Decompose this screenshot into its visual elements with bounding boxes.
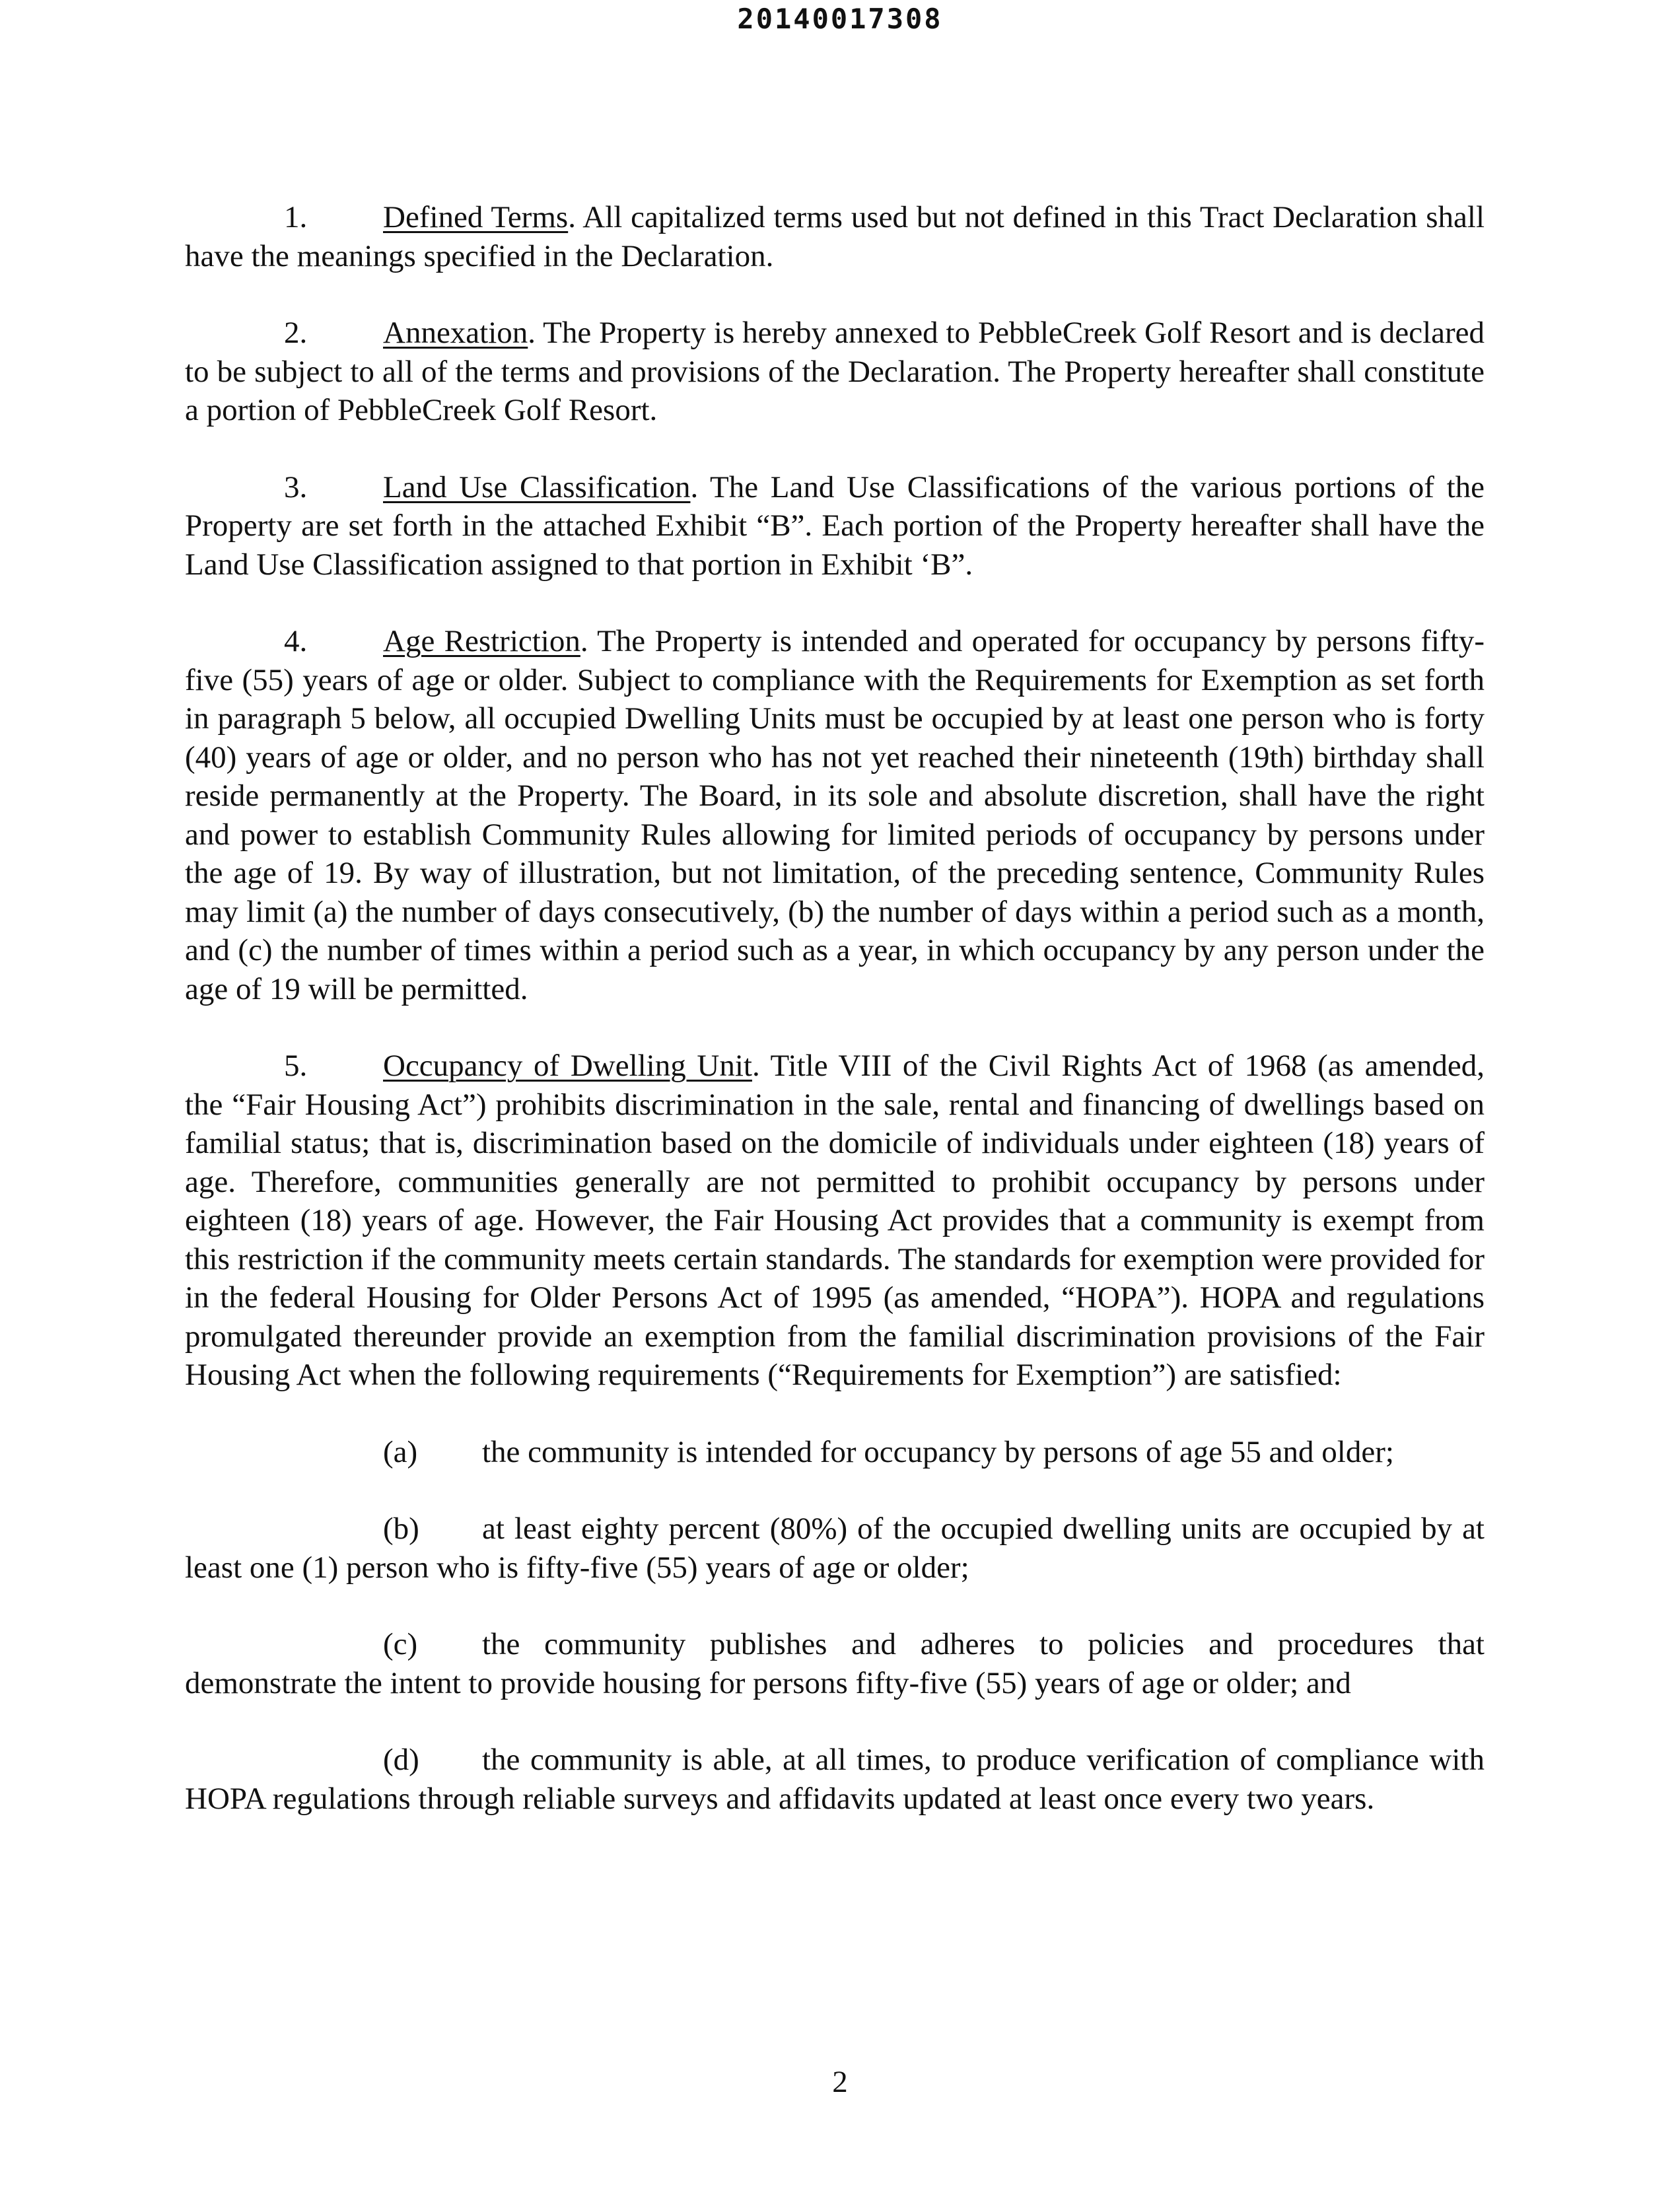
- paragraph-text: . The Property is hereby annexed to PebbleCreek Golf Resort and is declared to be subject to all of the terms and provisions of the Declaration. The Property hereafter shall constitute a portion of PebbleCreek Golf Resort.: [185, 316, 1485, 427]
- subparagraph-label: (c): [383, 1627, 418, 1661]
- subparagraph-d: [185, 1741, 1485, 1818]
- paragraph-number: 4.: [284, 624, 308, 658]
- paragraph-heading: Defined Terms: [383, 200, 569, 234]
- paragraph-defined-terms: [185, 198, 1485, 275]
- paragraph-heading: Annexation: [383, 316, 528, 350]
- paragraph-annexation: [185, 314, 1485, 430]
- paragraph-text: . The Land Use Classifications of the various portions of the Property are set forth in the attached Exhibit “B”. Each portion of the Property hereafter shall have the Land Use Classification assigned to that portion in Exhibit ‘B”.: [185, 469, 1485, 582]
- page-number: 2: [832, 2065, 848, 2099]
- recording-number: 20140017308: [737, 3, 943, 35]
- subparagraph-text: the community publishes and adheres to policies and procedures that demonstrate the intent to provide housing for persons fifty-five (55) years of age or older; and: [185, 1627, 1485, 1700]
- subparagraph-label: (a): [383, 1434, 418, 1469]
- paragraph-occupancy-of-dwelling-unit: [185, 1047, 1485, 1395]
- paragraph-heading: Occupancy of Dwelling Unit: [383, 1049, 752, 1083]
- paragraph-land-use-classification: [185, 468, 1485, 584]
- paragraph-text: . All capitalized terms used but not defined in this Tract Declaration shall have the meanings specified in the Declaration.: [185, 200, 1485, 273]
- paragraph-number: 1.: [284, 200, 308, 234]
- paragraph-text: . Title VIII of the Civil Rights Act of 1968 (as amended, the “Fair Housing Act”) prohibits discrimination in the sale, rental and financing of dwellings based on familial status; that is, discrimination based on the domicile of individuals under eighteen (18) years of age. Therefore, communities generally are not permitted to prohibit occupancy by persons under eighteen (18) years of age. However, the Fair Housing Act provides that a community is exempt from this restriction if the community meets certain standards. The standards for exemption were provided for in the federal Housing for Older Persons Act of 1995 (as amended, “HOPA”). HOPA and regulations promulgated thereunder provide an exemption from the familial discrimination provisions of the Fair Housing Act when the following requirements (“Requirements for Exemption”) are satisfied:: [185, 1049, 1485, 1392]
- paragraph-heading: Land Use Classification: [383, 469, 691, 504]
- document-body: [185, 198, 1485, 1856]
- paragraph-number: 5.: [284, 1049, 308, 1083]
- subparagraph-c: [185, 1625, 1485, 1702]
- subparagraph-text: the community is able, at all times, to produce verification of compliance with HOPA regulations through reliable surveys and affidavits updated at least once every two years.: [185, 1743, 1485, 1816]
- subparagraph-label: (d): [383, 1743, 419, 1777]
- paragraph-number: 2.: [284, 316, 308, 350]
- paragraph-number: 3.: [284, 469, 308, 504]
- subparagraph-label: (b): [383, 1511, 419, 1546]
- subparagraph-text: the community is intended for occupancy by persons of age 55 and older;: [482, 1434, 1394, 1469]
- subparagraph-text: at least eighty percent (80%) of the occupied dwelling units are occupied by at least one (1) person who is fifty-five (55) years of age or older;: [185, 1511, 1485, 1585]
- paragraph-age-restriction: [185, 622, 1485, 1008]
- subparagraph-a: [185, 1433, 1485, 1472]
- subparagraph-b: [185, 1510, 1485, 1587]
- paragraph-heading: Age Restriction: [383, 624, 580, 658]
- paragraph-text: . The Property is intended and operated for occupancy by persons fifty-five (55) years of age or older. Subject to compliance with the Requirements for Exemption as set forth in paragraph 5 below, all occupied Dwelling Units must be occupied by at least one person who is forty (40) years of age or older, and no person who has not yet reached their nineteenth (19th) birthday shall reside permanently at the Property. The Board, in its sole and absolute discretion, shall have the right and power to establish Community Rules allowing for limited periods of occupancy by persons under the age of 19. By way of illustration, but not limitation, of the preceding sentence, Community Rules may limit (a) the number of days consecutively, (b) the number of days within a period such as a month, and (c) the number of times within a period such as a year, in which occupancy by any person under the age of 19 will be permitted.: [185, 624, 1485, 1006]
